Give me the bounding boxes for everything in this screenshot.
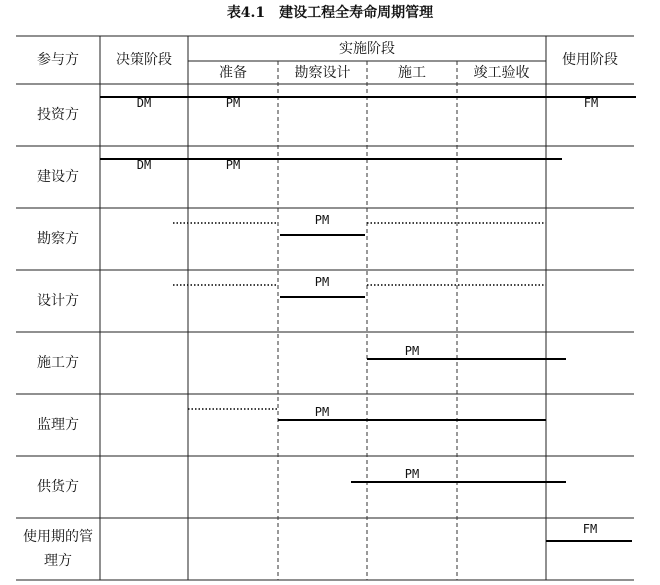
supervisor-pm-label: PM bbox=[314, 405, 330, 419]
header-construction: 施工 bbox=[398, 64, 426, 81]
header-use: 使用阶段 bbox=[562, 52, 618, 68]
contractor-pm-label: PM bbox=[404, 344, 420, 358]
row-label-surveyor: 勘察方 bbox=[37, 231, 79, 247]
builder-dm-label: DM bbox=[136, 158, 152, 172]
investor-dm-label: DM bbox=[136, 96, 152, 110]
investor-pm-label: PM bbox=[225, 96, 241, 110]
row-label-designer: 设计方 bbox=[37, 293, 79, 309]
table-number: 表4.1 bbox=[226, 5, 266, 21]
header-prep: 准备 bbox=[219, 64, 247, 81]
row-label-supervisor: 监理方 bbox=[37, 417, 79, 433]
operator-fm-label: FM bbox=[582, 522, 598, 536]
header-decision: 决策阶段 bbox=[116, 52, 172, 68]
builder-pm-label: PM bbox=[225, 158, 241, 172]
row-label-operator: 使用期的管理方 bbox=[23, 529, 93, 569]
header-completion: 竣工验收 bbox=[473, 64, 530, 81]
row-label-investor: 投资方 bbox=[37, 107, 79, 123]
table-caption: 建设工程全寿命周期管理 bbox=[279, 5, 434, 21]
survey-pm-label: PM bbox=[314, 213, 330, 227]
investor-fm-label: FM bbox=[583, 96, 599, 110]
row-label-builder: 建设方 bbox=[37, 169, 79, 185]
row-label-contractor: 施工方 bbox=[37, 355, 79, 371]
header-implementation: 实施阶段 bbox=[339, 40, 395, 57]
supplier-pm-label: PM bbox=[404, 467, 420, 481]
header-participant: 参与方 bbox=[37, 52, 79, 68]
design-pm-label: PM bbox=[314, 275, 330, 289]
header-survey-design: 勘察设计 bbox=[294, 64, 351, 81]
row-label-supplier: 供货方 bbox=[37, 479, 79, 495]
